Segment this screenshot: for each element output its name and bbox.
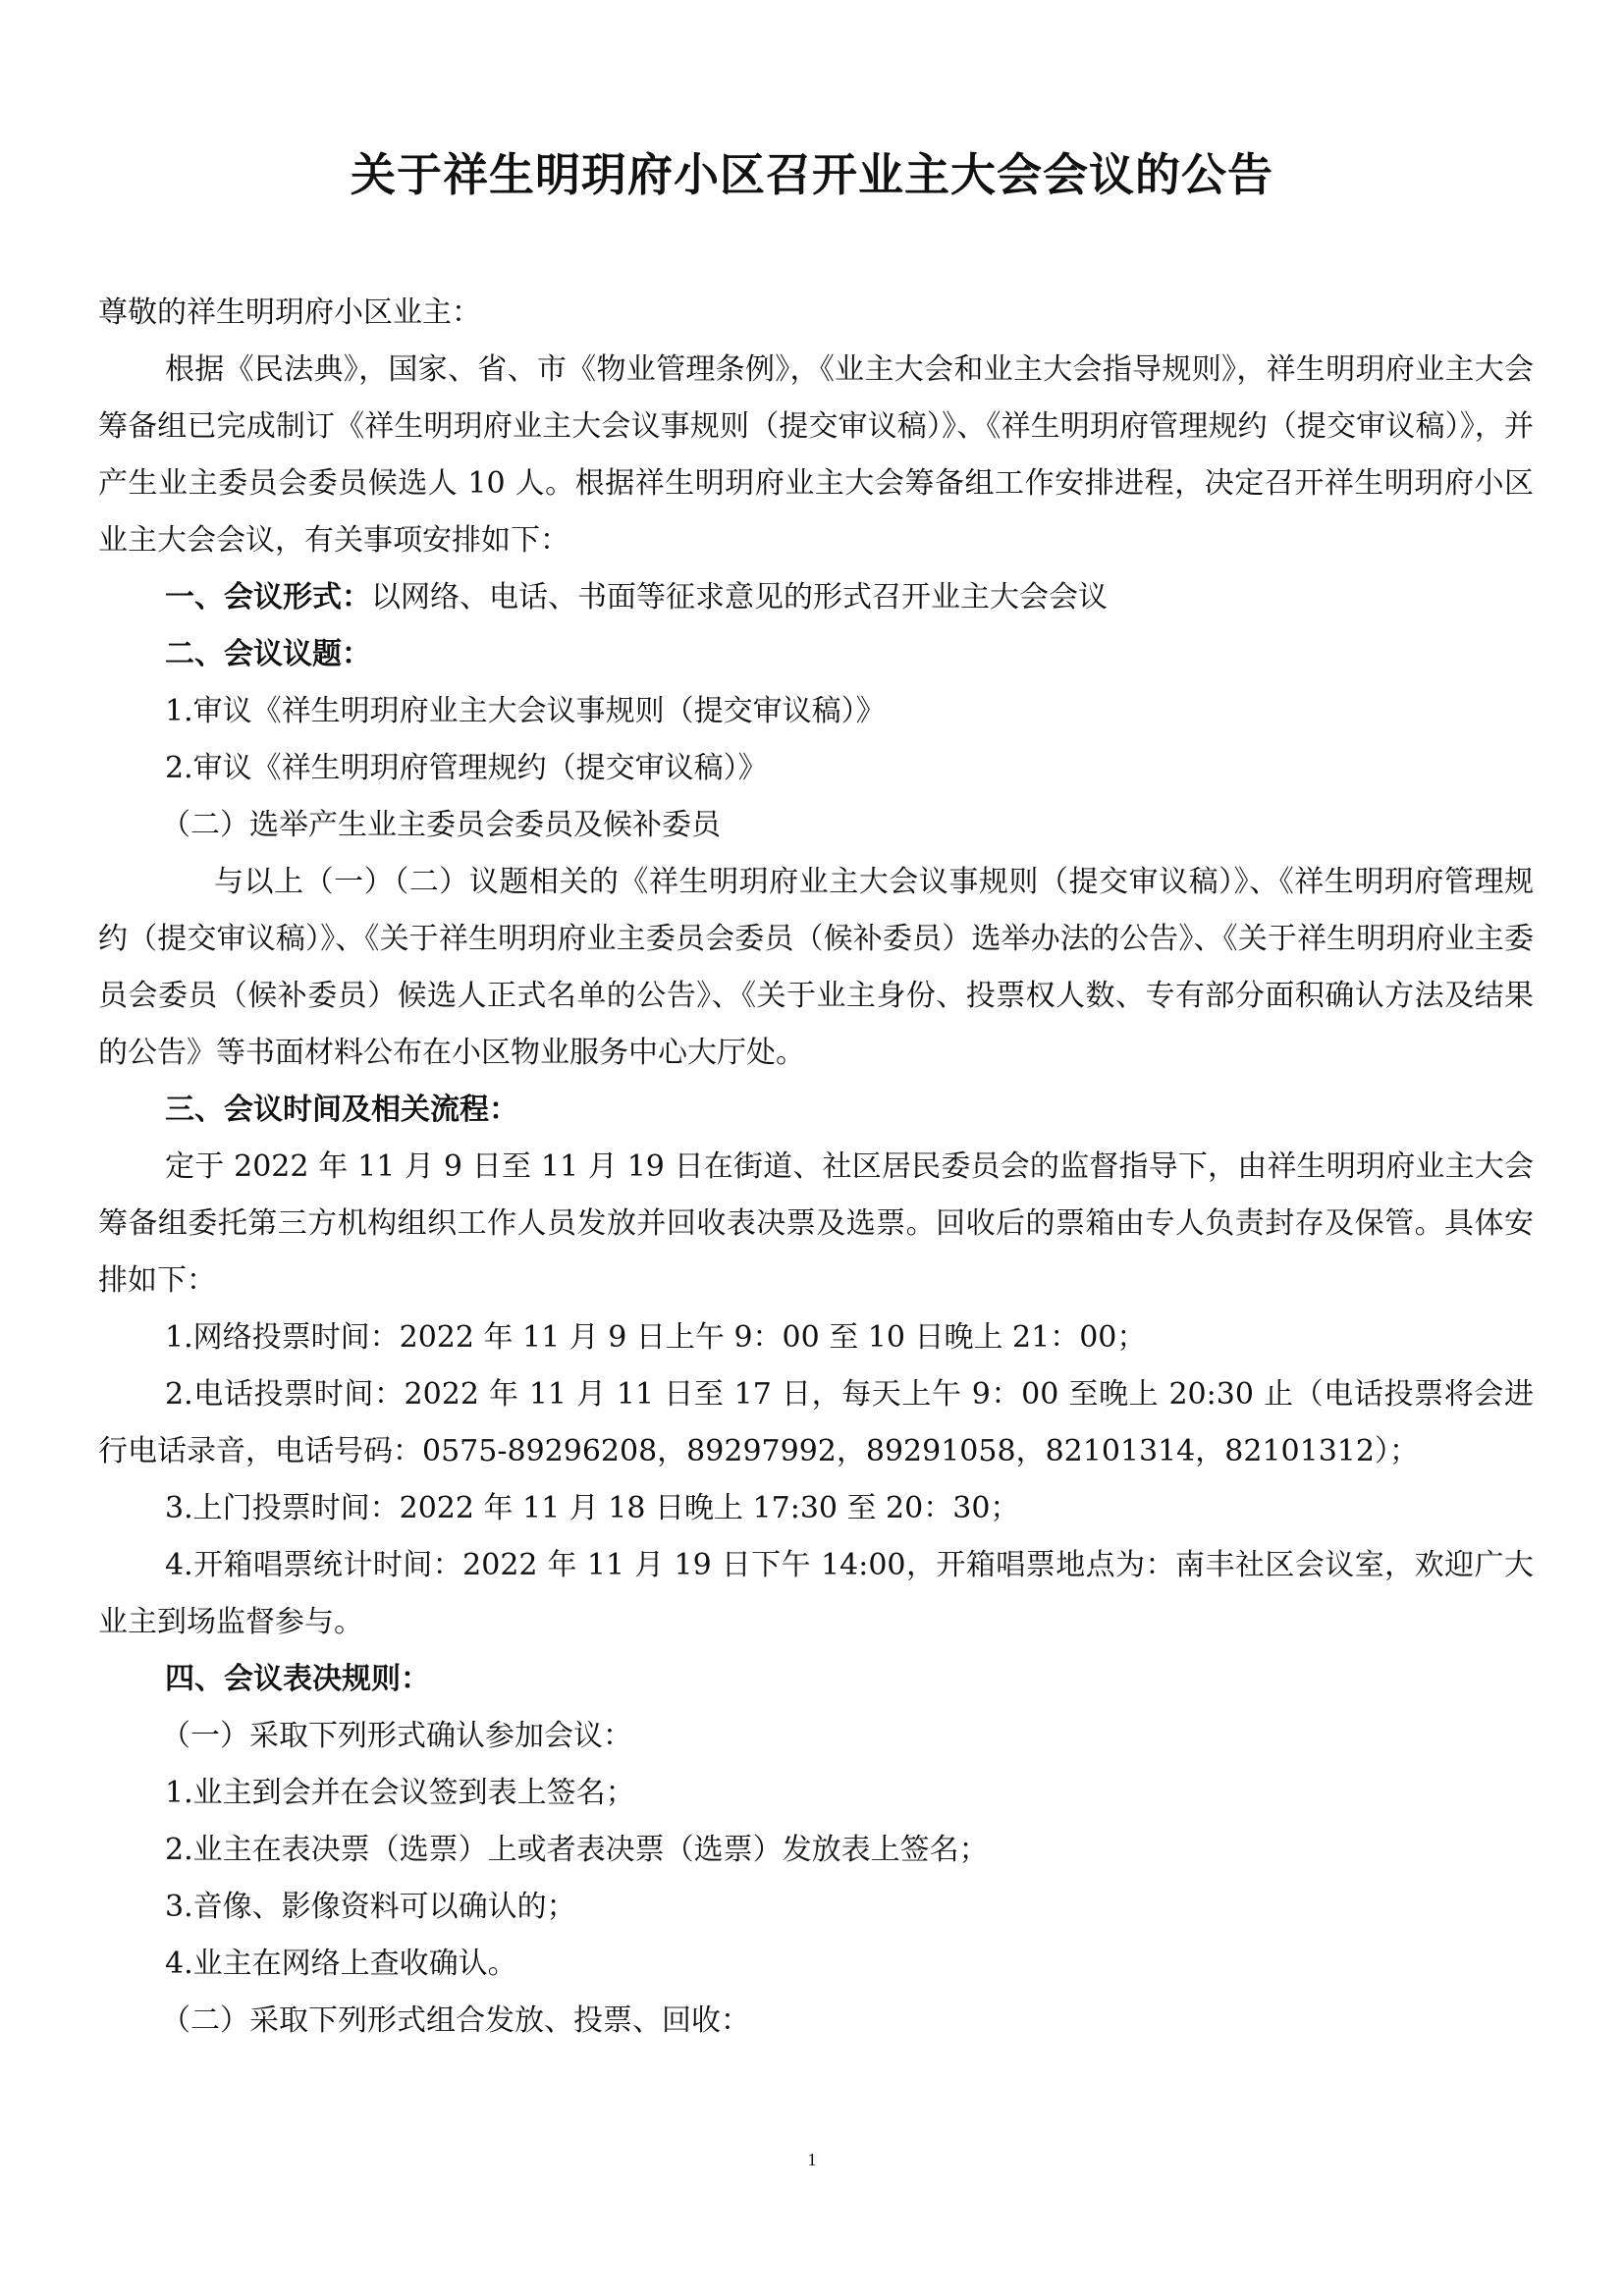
section-3-heading: 三、会议时间及相关流程： — [165, 1093, 518, 1127]
document-body — [98, 285, 1534, 2050]
section-4-item-3: 3.音像、影像资料可以确认的； — [165, 1890, 576, 1924]
section-1-text: 以网络、电话、书面等征求意见的形式召开业主大会会议 — [371, 580, 1108, 614]
section-4-item-1: 1.业主到会并在会议签到表上签名； — [165, 1776, 635, 1810]
section-2-materials: 与以上（一）（二）议题相关的《祥生明玥府业主大会议事规则（提交审议稿）》、《祥生明玥府管理规约（提交审议稿）》、《关于祥生明玥府业主委员会委员（候补委员）选举办法的公告》、《关于祥生明玥府业主委员会委员（候补委员）候选人正式名单的公告》、《关于业主身份、投票权人数、专有部分面积确认方法及结果的公告》等书面材料公布在小区物业服务中心大厅处。 — [98, 865, 1534, 1070]
document-title: 关于祥生明玥府小区召开业主大会会议的公告 — [351, 148, 1273, 201]
section-3-item-2: 2.电话投票时间：2022 年 11 月 11 日至 17 日，每天上午 9：00 至晚上 20:30 止（电话投票将会进行电话录音，电话号码：0575-89296208，89297992，89291058，82101314，82101312）； — [98, 1377, 1534, 1468]
intro-paragraph: 根据《民法典》，国家、省、市《物业管理条例》，《业主大会和业主大会指导规则》，祥生明玥府业主大会筹备组已完成制订《祥生明玥府业主大会议事规则（提交审议稿）》、《祥生明玥府管理规约（提交审议稿）》，并产生业主委员会委员候选人 10 人。根据祥生明玥府业主大会筹备组工作安排进程，决定召开祥生明玥府小区业主大会会议，有关事项安排如下： — [98, 352, 1534, 558]
section-4-item-2: 2.业主在表决票（选票）上或者表决票（选票）发放表上签名； — [165, 1833, 989, 1867]
section-2-item-2: 2.审议《祥生明玥府管理规约（提交审议稿）》 — [165, 751, 768, 785]
section-4-sub-1: （一）采取下列形式确认参加会议： — [161, 1719, 632, 1753]
section-3-item-1: 1.网络投票时间：2022 年 11 月 9 日上午 9：00 至 10 日晚上 21：00； — [165, 1320, 1147, 1355]
section-1-heading: 一、会议形式： — [165, 580, 371, 614]
section-2-item-1: 1.审议《祥生明玥府业主大会议事规则（提交审议稿）》 — [165, 694, 886, 728]
section-4-heading: 四、会议表决规则： — [165, 1662, 430, 1696]
section-4-item-4: 4.业主在网络上查收确认。 — [165, 1947, 517, 1981]
section-3-item-4: 4.开箱唱票统计时间：2022 年 11 月 19 日下午 14:00，开箱唱票地点为：南丰社区会议室，欢迎广大业主到场监督参与。 — [98, 1548, 1534, 1639]
section-2-heading: 二、会议议题： — [165, 637, 371, 671]
page-number: 1 — [807, 2150, 817, 2169]
section-3-intro: 定于 2022 年 11 月 9 日至 11 月 19 日在街道、社区居民委员会的监督指导下，由祥生明玥府业主大会筹备组委托第三方机构组织工作人员发放并回收表决票及选票。回收后的票箱由专人负责封存及保管。具体安排如下： — [98, 1149, 1534, 1298]
section-4-sub-2: （二）采取下列形式组合发放、投票、回收： — [161, 2003, 750, 2038]
salutation: 尊敬的祥生明玥府小区业主： — [98, 295, 481, 330]
section-2-item-3: （二）选举产生业主委员会委员及候补委员 — [161, 808, 721, 842]
section-3-item-3: 3.上门投票时间：2022 年 11 月 18 日晚上 17:30 至 20：30； — [165, 1491, 1020, 1525]
section-1 — [98, 569, 1534, 626]
